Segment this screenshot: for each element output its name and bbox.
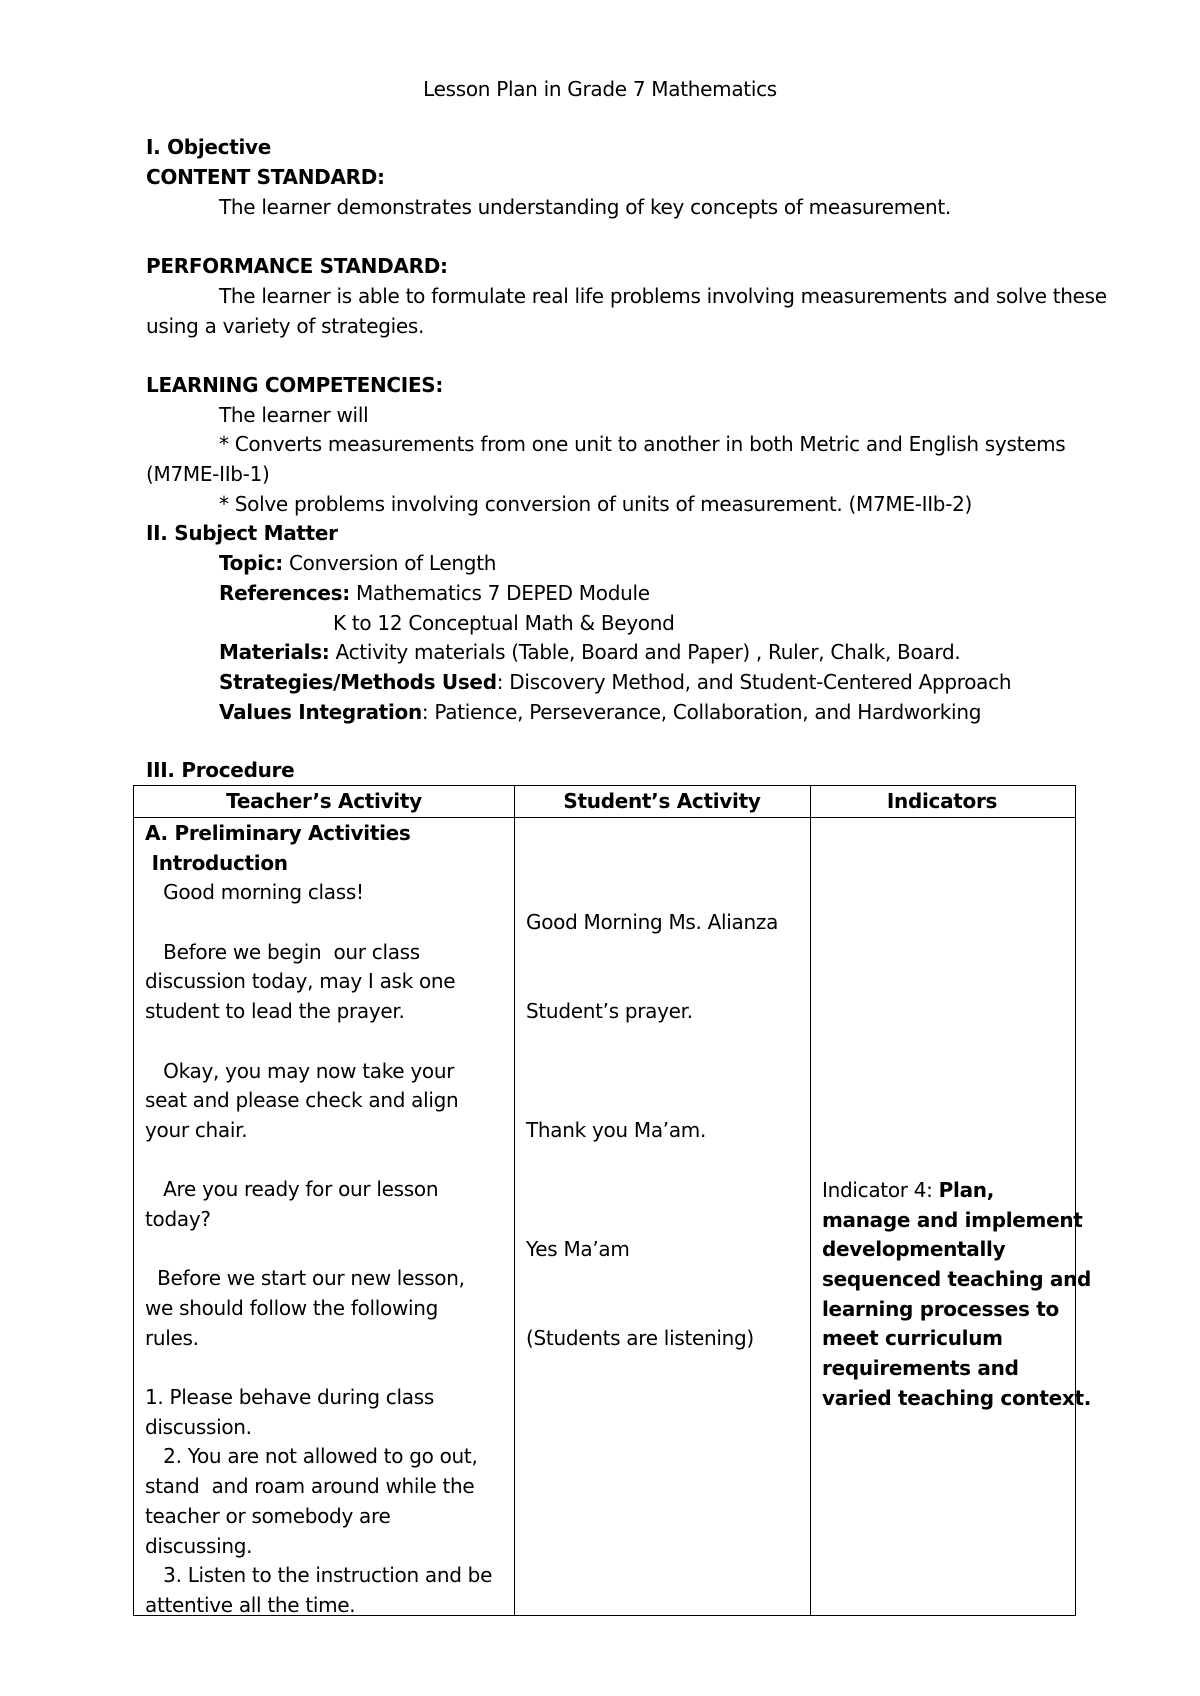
subject-matter-heading: II. Subject Matter [146, 521, 338, 545]
indicator-cell [822, 1176, 1091, 1414]
student-activity-line [526, 1027, 778, 1057]
teacher-activity-line: stand and roam around while the [145, 1474, 475, 1499]
teacher-activity-line: discussion today, may I ask one [145, 969, 456, 994]
performance-standard-line1: The learner is able to formulate real life problems involving measurements and solve these [219, 284, 1107, 308]
student-activity-line: Student’s prayer. [526, 999, 693, 1024]
indicator-text: developmentally [822, 1237, 1006, 1262]
teacher-activity-line [145, 1146, 492, 1176]
header-teacher-activity: Teacher’s Activity [226, 789, 422, 813]
indicator-text: requirements and [822, 1356, 1019, 1381]
materials-label: Materials: [219, 640, 330, 664]
teacher-activity-line: teacher or somebody are [145, 1503, 391, 1528]
learning-competency-item2: * Solve problems involving conversion of units of measurement. (M7ME-IIb-2) [219, 492, 973, 516]
indicator-text: Plan, [938, 1178, 995, 1202]
student-activity-line [526, 938, 778, 968]
teacher-activity-line: attentive all the time. [145, 1592, 356, 1617]
student-activity-line [526, 1175, 778, 1205]
teacher-activity-line: Good morning class! [145, 880, 364, 905]
header-divider [134, 817, 1075, 818]
teacher-activity-line: Are you ready for our lesson [145, 1177, 439, 1202]
student-activity-line [526, 1057, 778, 1087]
student-activity-line [526, 849, 778, 879]
strategies-label: Strategies/Methods Used [219, 670, 497, 694]
indicator-line [822, 1206, 1091, 1236]
strategies-value: : Discovery Method, and Student-Centered Approach [496, 670, 1012, 694]
indicator-line [822, 1354, 1091, 1384]
procedure-heading: III. Procedure [146, 758, 295, 782]
page-title: Lesson Plan in Grade 7 Mathematics [423, 77, 777, 101]
performance-standard-label: PERFORMANCE STANDARD: [146, 254, 448, 278]
learning-competency-item1: * Converts measurements from one unit to another in both Metric and English systems [219, 432, 1066, 456]
student-activity-line [526, 1264, 778, 1294]
indicator-line [822, 1384, 1091, 1414]
student-activity-line: Good Morning Ms. Alianza [526, 910, 779, 935]
indicator-text: manage and implement [822, 1207, 1083, 1232]
performance-standard-line2: using a variety of strategies. [146, 314, 425, 338]
student-activity-line [526, 1146, 778, 1176]
values-line [219, 699, 981, 725]
student-activity-cell [526, 819, 778, 1353]
learning-competency-item1-code: (M7ME-IIb-1) [146, 462, 270, 486]
student-activity-line [526, 878, 778, 908]
teacher-activity-line: Before we start our new lesson, [145, 1266, 465, 1291]
references-label: References: [219, 581, 350, 605]
topic-label: Topic: [219, 551, 283, 575]
indicator-prefix: Indicator 4: [822, 1178, 939, 1202]
student-activity-line [526, 967, 778, 997]
teacher-activity-line: today? [145, 1206, 211, 1231]
column-divider [810, 786, 811, 1615]
indicator-text: sequenced teaching and [822, 1267, 1092, 1292]
materials-value: Activity materials (Table, Board and Paper) , Ruler, Chalk, Board. [329, 640, 961, 664]
teacher-activity-cell [145, 819, 492, 1621]
teacher-activity-line: Before we begin our class [145, 939, 420, 964]
student-activity-line [526, 1086, 778, 1116]
teacher-activity-line: your chair. [145, 1117, 248, 1142]
student-activity-line: Yes Ma’am [526, 1236, 630, 1261]
indicator-text: learning processes to [822, 1296, 1059, 1321]
student-activity-line: Thank you Ma’am. [526, 1117, 707, 1142]
teacher-activity-line [145, 908, 492, 938]
teacher-activity-line: discussion. [145, 1414, 252, 1439]
student-activity-line [526, 819, 778, 849]
indicator-line [822, 1265, 1091, 1295]
indicator-line [822, 1295, 1091, 1325]
teacher-activity-line [145, 1027, 492, 1057]
teacher-activity-line: rules. [145, 1325, 199, 1350]
header-indicators: Indicators [886, 789, 998, 813]
teacher-activity-line: A. Preliminary Activities [145, 821, 411, 845]
references-line [219, 580, 650, 606]
objective-heading: I. Objective [146, 135, 272, 159]
topic-value: Conversion of Length [282, 551, 497, 575]
indicator-line [822, 1176, 1091, 1206]
teacher-activity-line [145, 1353, 492, 1383]
column-divider [514, 786, 515, 1615]
teacher-activity-line: 3. Listen to the instruction and be [145, 1563, 493, 1588]
header-student-activity: Student’s Activity [563, 789, 761, 813]
teacher-activity-line: Okay, you may now take your [145, 1058, 455, 1083]
teacher-activity-line: we should follow the following [145, 1296, 439, 1320]
procedure-table [133, 785, 1092, 1617]
indicator-line [822, 1324, 1091, 1354]
teacher-activity-line: 1. Please behave during class [145, 1385, 434, 1410]
values-value: : Patience, Perseverance, Collaboration, and Hardworking [421, 700, 982, 724]
student-activity-line [526, 1294, 778, 1324]
indicator-line [822, 1235, 1091, 1265]
learning-competencies-label: LEARNING COMPETENCIES: [146, 373, 444, 397]
student-activity-line [526, 1205, 778, 1235]
topic-line [219, 550, 496, 576]
values-label: Values Integration [219, 700, 422, 724]
teacher-activity-line: discussing. [145, 1533, 253, 1558]
materials-line [219, 639, 960, 665]
teacher-activity-line: student to lead the prayer. [145, 999, 405, 1024]
content-standard-label: CONTENT STANDARD: [146, 165, 385, 189]
teacher-activity-line [145, 1235, 492, 1265]
teacher-activity-line: seat and please check and align [145, 1088, 459, 1113]
indicator-text: varied teaching context. [822, 1385, 1092, 1410]
indicator-text: meet curriculum [822, 1326, 1003, 1351]
student-activity-line: (Students are listening) [526, 1325, 754, 1350]
learning-competencies-intro: The learner will [219, 403, 369, 427]
references-value: Mathematics 7 DEPED Module [349, 581, 650, 605]
references-value2: K to 12 Conceptual Math & Beyond [333, 611, 675, 635]
teacher-activity-line: 2. You are not allowed to go out, [145, 1444, 478, 1469]
teacher-activity-line: Introduction [145, 850, 288, 875]
content-standard-text: The learner demonstrates understanding of key concepts of measurement. [219, 195, 951, 219]
strategies-line [219, 669, 1011, 695]
